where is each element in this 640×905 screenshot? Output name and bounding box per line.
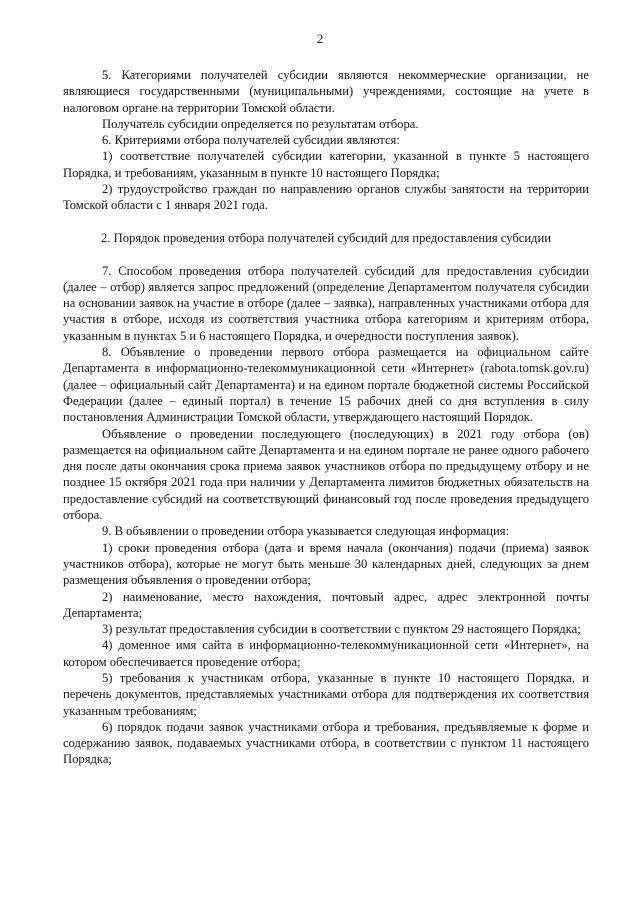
document-body — [63, 67, 589, 768]
paragraph: 2) трудоустройство граждан по направлению органов службы занятости на территории Томской области с 1 января 2021 года. — [63, 182, 589, 213]
page-number: 2 — [316, 31, 324, 46]
paragraph: 1) соответствие получателей субсидии категории, указанной в пункте 5 настоящего Порядка, и требованиям, указанным в пункте 10 настоящего Порядка; — [63, 149, 589, 180]
paragraph: Получатель субсидии определяется по результатам отбора. — [102, 116, 419, 131]
spacer — [63, 246, 589, 262]
paragraph: 6) порядок подачи заявок участниками отбора и требования, предъявляемые к форме и содержанию заявок, подаваемых участниками отбора, в соответствии с пунктом 11 настоящего Порядка; — [63, 719, 589, 767]
paragraph: 8. Объявление о проведении первого отбора размещается на официальном сайте Департамента в информационно-телекоммуникационной сети «Интернет» (rabota.tomsk.gov.ru) (далее – официальный сайт Департамента) и на едином портале бюджетной системы Российской Федерации (далее – единый портал) в течение 15 рабочих дней со дня вступления в силу постановления Администрации Томской области, утверждающего настоящий Порядок. — [63, 345, 589, 425]
section-heading: 2. Порядок проведения отбора получателей субсидий для предоставления субсидии — [101, 230, 551, 245]
paragraph: 4) доменное имя сайта в информационно-телекоммуникационной сети «Интернет», на котором обеспечивается проведение отбора; — [63, 638, 589, 669]
paragraph: 1) сроки проведения отбора (дата и время начала (окончания) подачи (приема) заявок участников отбора), которые не могут быть меньше 30 календарных дней, следующих за днем размещения объявления о проведении отбора; — [63, 540, 589, 588]
paragraph: 7. Способом проведения отбора получателей субсидий для предоставления субсидии (далее – отбор) является запрос предложений (определение Департаментом получателя субсидии на основании заявок на участие в отборе (далее – заявка), направленных участниками отбора для участия в отборе, исходя из соответствия участника отбора категориям и критериям отбора, указанным в пунктах 5 и 6 настоящего Порядка, и очередности поступления заявок). — [63, 263, 589, 343]
paragraph: 5. Категориями получателей субсидии являются некоммерческие организации, не являющиеся государственными (муниципальными) учреждениями, состоящие на учете в налоговом органе на территории Томской области. — [63, 68, 589, 115]
spacer — [63, 214, 589, 230]
paragraph: 5) требования к участникам отбора, указанные в пункте 10 настоящего Порядка, и перечень документов, представляемых участниками отбора для подтверждения их соответствия указанным требованиям; — [63, 670, 589, 718]
paragraph: 2) наименование, место нахождения, почтовый адрес, адрес электронной почты Департамента; — [63, 589, 589, 620]
paragraph: 6. Критериями отбора получателей субсидии являются: — [102, 133, 400, 148]
paragraph: 9. В объявлении о проведении отбора указывается следующая информация: — [102, 524, 509, 539]
paragraph: Объявление о проведении последующего (последующих) в 2021 году отбора (ов) размещается на официальном сайте Департамента и на едином портале не ранее одного рабочего дня после даты окончания срока приема заявок участников отбора по предыдущему отбору и не позднее 15 октября 2021 года при наличии у Департамента лимитов бюджетных обязательств на предоставление субсидий на соответствующий финансовый год после проведения предыдущего отбора. — [63, 426, 589, 523]
paragraph: 3) результат предоставления субсидии в соответствии с пунктом 29 настоящего Порядка; — [102, 622, 581, 637]
